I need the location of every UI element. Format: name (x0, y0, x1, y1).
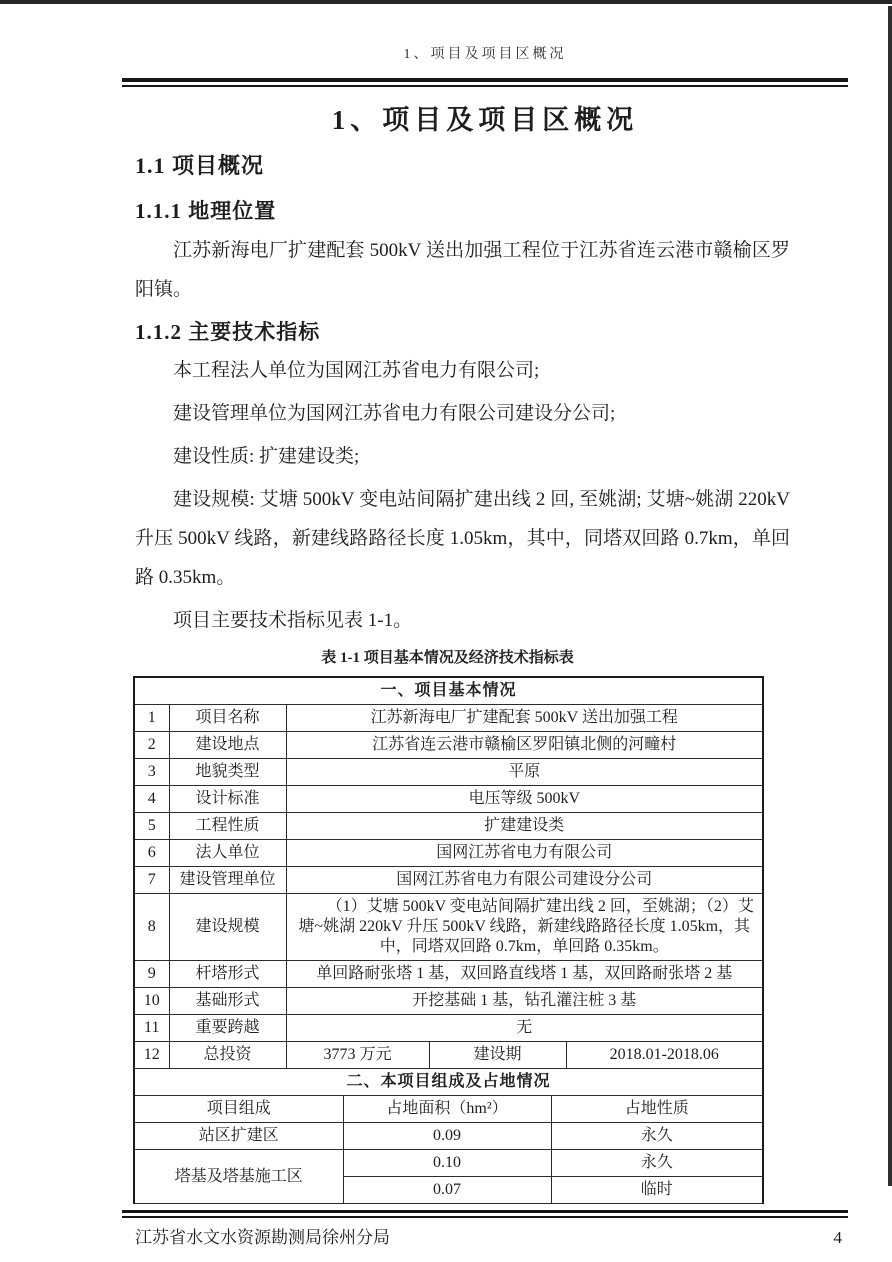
row-value-cell: 国网江苏省电力有限公司 (286, 840, 763, 867)
area-cell: 0.09 (343, 1123, 551, 1150)
row-number-cell: 11 (134, 1015, 169, 1042)
table-row (134, 786, 763, 813)
table-row (134, 988, 763, 1015)
row-label-cell: 重要跨越 (169, 1015, 286, 1042)
row-number-cell: 12 (134, 1042, 169, 1069)
table-section-header-row (134, 1069, 763, 1096)
row-number-cell: 1 (134, 705, 169, 732)
main-table-section-2 (133, 1068, 764, 1204)
row-number-cell: 3 (134, 759, 169, 786)
area-cell: 0.10 (343, 1150, 551, 1177)
main-table-section-1 (133, 676, 764, 1069)
table-section-2-header: 二、本项目组成及占地情况 (134, 1069, 763, 1096)
row-number-cell: 4 (134, 786, 169, 813)
row-number-cell: 5 (134, 813, 169, 840)
column-header-area: 占地面积（hm²） (343, 1096, 551, 1123)
row-value-cell: 江苏新海电厂扩建配套 500kV 送出加强工程 (286, 705, 763, 732)
row-label-cell: 总投资 (169, 1042, 286, 1069)
paragraph-construction-nature: 建设性质: 扩建建设类; (173, 446, 360, 467)
paragraph-construction-scale: 建设规模: 艾塘 500kV 变电站间隔扩建出线 2 回, 至姚湖; 艾塘~姚湖 220kV 升压 500kV 线路，新建线路路径长度 1.05km，其中，同塔双回路 0.7km，单回路 0.35km。 (135, 489, 790, 588)
row-value-cell: 无 (286, 1015, 763, 1042)
row-label-cell: 建设规模 (169, 894, 286, 961)
footer-rule (122, 1210, 848, 1218)
subsection-heading-1-1-1: 1.1.1 地理位置 (135, 199, 277, 223)
column-header-component: 项目组成 (134, 1096, 343, 1123)
table-row (134, 759, 763, 786)
investment-value-cell: 3773 万元 (286, 1042, 429, 1069)
row-number-cell: 7 (134, 867, 169, 894)
row-value-cell: 国网江苏省电力有限公司建设分公司 (286, 867, 763, 894)
paragraph-location: 江苏新海电厂扩建配套 500kV 送出加强工程位于江苏省连云港市赣榆区罗阳镇。 (135, 240, 790, 300)
area-cell: 0.07 (343, 1177, 551, 1204)
table-row (134, 961, 763, 988)
paragraph-legal-entity: 本工程法人单位为国网江苏省电力有限公司; (173, 360, 540, 381)
table-section-header-row (134, 677, 763, 705)
row-value-cell: 平原 (286, 759, 763, 786)
table-row (134, 813, 763, 840)
row-value-cell: 江苏省连云港市赣榆区罗阳镇北侧的河疃村 (286, 732, 763, 759)
table-row (134, 894, 763, 961)
component-cell: 站区扩建区 (134, 1123, 343, 1150)
row-value-cell: 电压等级 500kV (286, 786, 763, 813)
row-label-cell: 法人单位 (169, 840, 286, 867)
page-number: 4 (833, 1228, 842, 1247)
row-value-cell: 扩建建设类 (286, 813, 763, 840)
section-heading-1-1: 1.1 项目概况 (135, 153, 265, 178)
table-row (134, 1015, 763, 1042)
table-row (134, 705, 763, 732)
row-label-cell: 建设管理单位 (169, 867, 286, 894)
row-value-cell: （1）艾塘 500kV 变电站间隔扩建出线 2 回，至姚湖；（2）艾塘~姚湖 220kV 升压 500kV 线路，新建线路路径长度 1.05km，其中，同塔双回路 0.7km，单回路 0.35km。 (286, 894, 763, 961)
row-value-cell: 单回路耐张塔 1 基，双回路直线塔 1 基，双回路耐张塔 2 基 (286, 961, 763, 988)
row-number-cell: 6 (134, 840, 169, 867)
table-section-1-header: 一、项目基本情况 (134, 677, 763, 705)
row-number-cell: 2 (134, 732, 169, 759)
nature-cell: 永久 (551, 1150, 763, 1177)
page-footer (135, 1226, 842, 1250)
table-row (134, 1123, 763, 1150)
paragraph-table-reference: 项目主要技术指标见表 1-1。 (173, 610, 413, 631)
component-cell: 塔基及塔基施工区 (134, 1150, 343, 1204)
row-value-cell: 开挖基础 1 基，钻孔灌注桩 3 基 (286, 988, 763, 1015)
nature-cell: 临时 (551, 1177, 763, 1204)
row-number-cell: 8 (134, 894, 169, 961)
row-label-cell: 基础形式 (169, 988, 286, 1015)
doc-title: 1、项目及项目区概况 (331, 105, 639, 135)
row-label-cell: 地貌类型 (169, 759, 286, 786)
table-column-header-row (134, 1096, 763, 1123)
row-label-cell: 杆塔形式 (169, 961, 286, 988)
row-label-cell: 工程性质 (169, 813, 286, 840)
row-number-cell: 10 (134, 988, 169, 1015)
table-row (134, 867, 763, 894)
row-label-cell: 设计标准 (169, 786, 286, 813)
table-row (134, 840, 763, 867)
period-label-cell: 建设期 (429, 1042, 566, 1069)
table-row (134, 732, 763, 759)
row-label-cell: 建设地点 (169, 732, 286, 759)
table-row (134, 1150, 763, 1177)
paragraph-management-unit: 建设管理单位为国网江苏省电力有限公司建设分公司; (173, 403, 616, 424)
subsection-heading-1-1-2: 1.1.2 主要技术指标 (135, 320, 321, 344)
footer-org: 江苏省水文水资源勘测局徐州分局 (135, 1228, 390, 1247)
nature-cell: 永久 (551, 1123, 763, 1150)
period-value-cell: 2018.01-2018.06 (566, 1042, 763, 1069)
row-number-cell: 9 (134, 961, 169, 988)
table-row-investment (134, 1042, 763, 1069)
header-rule (122, 78, 848, 87)
table-caption: 表 1-1 项目基本情况及经济技术指标表 (321, 650, 574, 666)
row-label-cell: 项目名称 (169, 705, 286, 732)
running-header: 1、项目及项目区概况 (403, 47, 567, 62)
column-header-nature: 占地性质 (551, 1096, 763, 1123)
